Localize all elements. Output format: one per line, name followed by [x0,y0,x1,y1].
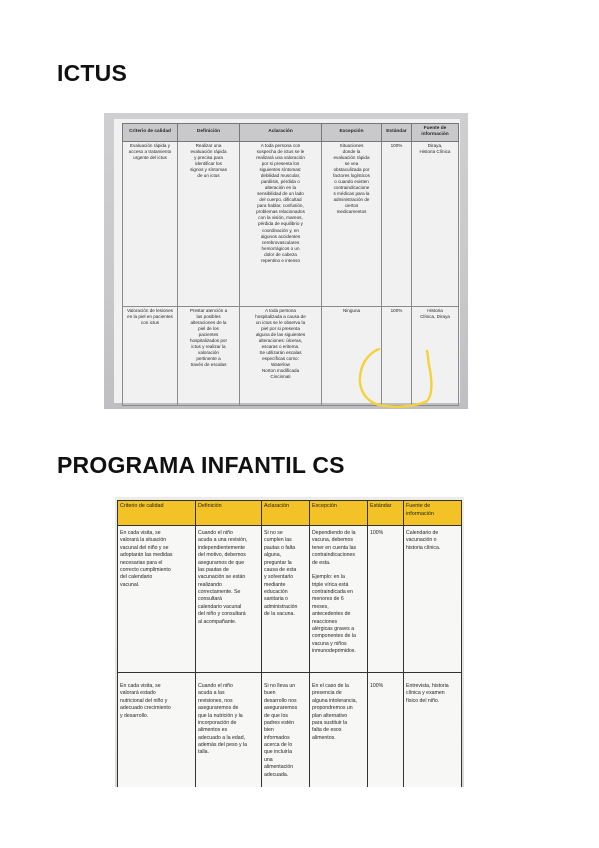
table-cell: Entrevista, historia clínica y examen físico del niño. [404,673,462,788]
programa-table-photo [115,497,464,787]
ictus-quality-table [122,123,459,406]
table-cell: Evaluación rápida y acceso a tratamiento urgente del ictus [123,141,178,306]
header-cell: Aclaración [262,501,310,526]
table-cell: 100% [368,673,404,788]
table-row [118,673,462,788]
table-cell: Prestar atención a las posibles alteraciones de la piel de los pacientes hospitalizados por ictus y realizar la valoración pertinente a través de escalas [178,306,240,405]
header-cell: Definición [178,124,240,142]
header-cell: Fuente de información [412,124,459,142]
header-cell: Excepción [310,501,368,526]
table-row [118,526,462,673]
heading-ictus: ICTUS [57,60,127,86]
table-cell: Diraya, Historia Clínica [412,141,459,306]
table-cell: Cuando el niño acuda a las revisiones, nos aseguraremos de que la nutrición y la incorporación de alimentos es adecuado a la edad, además del peso y la talla. [196,673,262,788]
table-cell: En el caso de la presencia de alguna intolerancia, propondremos un plan alternativo para sustituir la falta de esos alimentos. [310,673,368,788]
table-cell: Si no se cumplen las pautas o falta alguna, preguntar la causa de esta y solventarlo mediante educación sanitaria o administración de la vacuna. [262,526,310,673]
heading-programa-infantil: PROGRAMA INFANTIL CS [57,452,345,478]
ictus-paper [114,119,460,403]
table-cell: 100% [382,141,412,306]
header-cell: Excepción [322,124,382,142]
table-cell: Ninguna [322,306,382,405]
table-cell: Si no lleva un buen desarrollo nos aseguraremos de que los padres estén bien informados acerca de lo que incluiría una alimentación adecuada. [262,673,310,788]
header-cell: Estándar [382,124,412,142]
table-row [123,306,459,405]
header-cell: Criterio de calidad [123,124,178,142]
header-cell: Fuente de información [404,501,462,526]
table-cell: Cuando el niño acuda a una revisión, independientemente del motivo, debemos asegurarnos de que las pautas de vacunación se están realizando correctamente. Se consultará calendario vacunal del niño y consultará al acompañante. [196,526,262,673]
header-cell: Aclaración [240,124,322,142]
table-cell: Valoración de lesiones en la piel en pacientes con ictus [123,306,178,405]
table-cell: Historia Clínica, Diraya [412,306,459,405]
table-cell: En cada visita, se valorará estado nutricional del niño y adecuado crecimiento y desarrollo. [118,673,196,788]
header-cell: Definición [196,501,262,526]
table-cell: A toda persona hospitalizada a causa de un ictus se le observa la piel por si presenta alguna de las siguientes alteraciones: úlceras, escaras o eritema. Se utilizarán escalas específicas como: Waterlow Norton modificada Cincinnati [240,306,322,405]
table-row [123,141,459,306]
header-cell: Estándar [368,501,404,526]
table-cell: Situaciones donde la evaluación rápida se vea obstaculizada por factores logísticos o cuando existen contraindicacione s médicas para la administración de ciertos medicamentos [322,141,382,306]
table-cell: En cada visita, se valorará la situación vacunal del niño y se adoptarán las medidas necesarias para el correcto cumplimiento del calendario vacunal. [118,526,196,673]
ictus-table-photo [104,113,468,409]
table-cell: Calendario de vacunación o historia clínica. [404,526,462,673]
table-cell: 100% [382,306,412,405]
header-cell: Criterio de calidad [118,501,196,526]
table-header-row [118,501,462,526]
table-cell: 100% [368,526,404,673]
table-cell: A toda persona con sospecha de ictus se le realizará una valoración por si presenta los siguientes síntomas: debilidad muscular, parálisis, pérdida o alteración en la sensibilidad de un lado del cuerpo, dificultad para hablar, confusión, problemas relacionados con la visión, mareos, pérdida de equilibrio y coordinación y, en algunos accidentes cerebrovasculares hemorrágicos o un dolor de cabeza repentino e intenso [240,141,322,306]
table-cell: Dependiendo de la vacuna, debemos tener en cuenta las contraindicaciones de esta. Ejemplo: en la triple vírica está contraindicada en menores de 6 meses, antecedentes de reacciones alérgicas graves a componentes de la vacuna y niños inmunodeprimidos. [310,526,368,673]
table-cell: Realizar una evaluación rápida y precisa para identificar los signos y síntomas de un ictus [178,141,240,306]
table-header-row [123,124,459,142]
programa-quality-table [117,500,462,787]
